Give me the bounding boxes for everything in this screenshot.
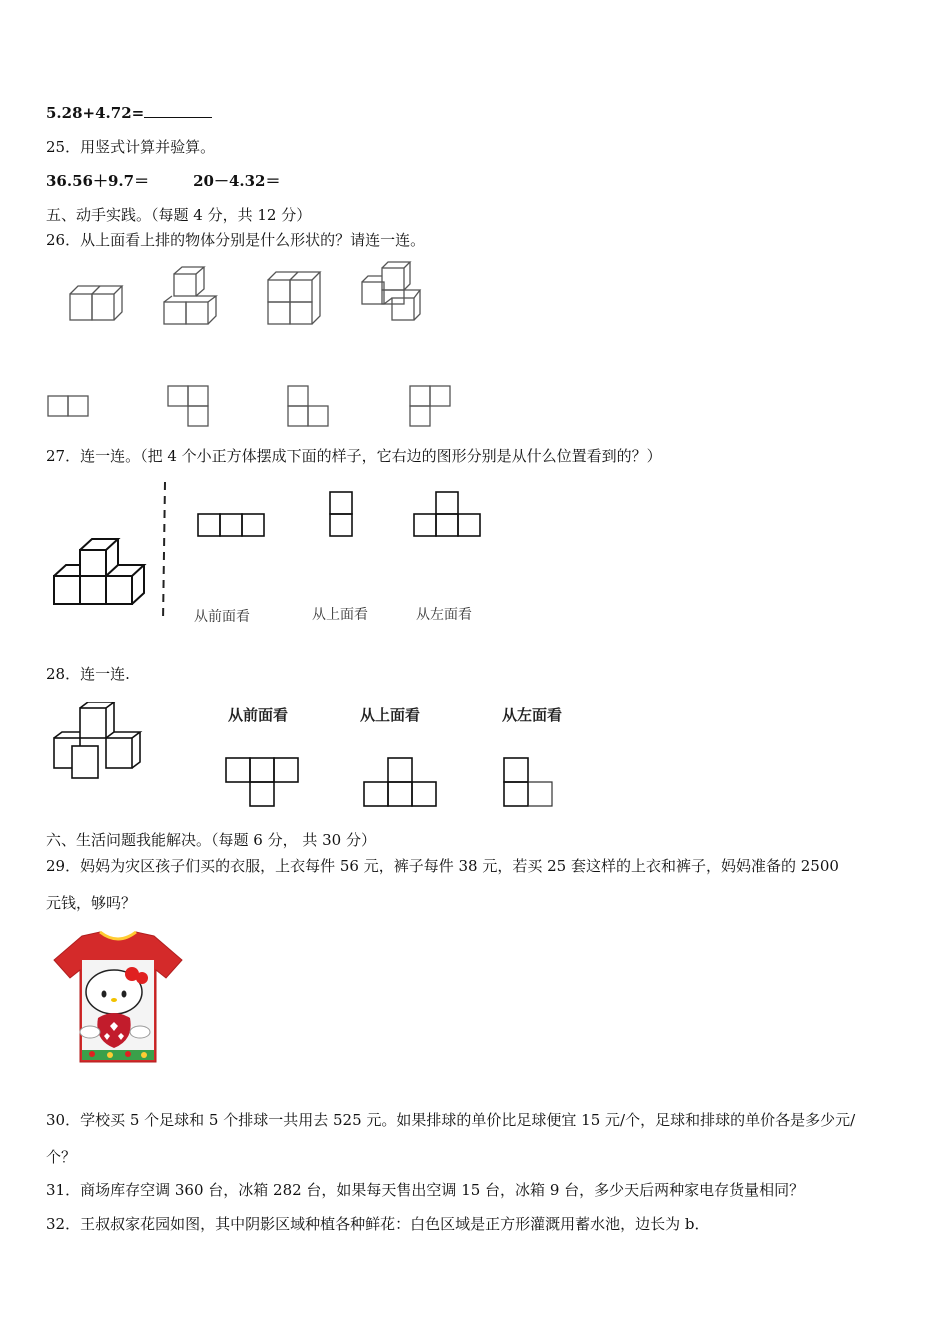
q27-view-top [328,490,356,540]
question-25: 25．用竖式计算并验算。 [46,138,216,156]
q28-label-top: 从上面看 [360,706,421,724]
section-6-heading: 六、生活问题我能解决。（每题 6 分， 共 30 分） [46,831,376,849]
q27-label-top: 从上面看 [312,607,368,623]
answer-blank[interactable] [144,103,212,118]
q26-view-3 [286,384,332,430]
question-29-line-2: 元钱，够吗？ [46,894,137,912]
q27-label-left: 从左面看 [416,607,472,623]
question-29-line-1: 29．妈妈为灾区孩子们买的衣服，上衣每件 56 元，裤子每件 38 元，若买 25 套这样的上衣和裤子，妈妈准备的 2500 [46,857,839,875]
question-25-expressions [46,171,281,191]
q28-view-1 [224,756,302,808]
q26-figure-4 [358,260,424,326]
q26-view-2 [166,384,212,430]
q26-figure-2 [162,264,226,328]
q27-block-figure [52,536,150,608]
equation-24-text: 5.28+4.72= [46,104,145,122]
question-30-line-2: 个？ [46,1148,77,1166]
expr-1: 36.56＋9.7＝ [46,172,150,190]
q27-label-front: 从前面看 [194,609,250,625]
question-32: 32．王叔叔家花园如图，其中阴影区域种植各种鲜花：白色区域是正方形灌溉用蓄水池，边长为 b． [46,1215,710,1233]
q27-view-left [412,490,484,540]
question-30-line-1: 30．学校买 5 个足球和 5 个排球一共用去 525 元。如果排球的单价比足球便宜 15 元/个，足球和排球的单价各是多少元/ [46,1111,856,1129]
q28-label-front: 从前面看 [228,706,289,724]
q28-label-left: 从左面看 [502,706,563,724]
q28-block-figure [52,702,148,784]
equation-24 [46,103,212,123]
q28-view-2 [362,756,440,808]
divider-dashed [160,480,170,624]
q26-figure-1 [66,276,126,326]
q26-figure-3 [264,268,324,328]
tshirt-image [52,930,184,1066]
q27-view-front [196,512,268,540]
q26-view-4 [408,384,454,430]
question-31: 31．商场库存空调 360 台，冰箱 282 台，如果每天售出空调 15 台，冰箱 9 台，多少天后两种家电存货量相同？ [46,1181,805,1199]
expr-2: 20－4.32＝ [193,172,281,190]
section-5-heading: 五、动手实践。（每题 4 分，共 12 分） [46,206,312,224]
q28-view-3 [502,756,556,808]
question-26: 26．从上面看上排的物体分别是什么形状的？请连一连。 [46,231,426,249]
question-27: 27．连一连。（把 4 个小正方体摆成下面的样子，它右边的图形分别是从什么位置看到的？） [46,447,662,465]
q26-view-1 [46,394,92,418]
question-28: 28．连一连. [46,665,130,683]
